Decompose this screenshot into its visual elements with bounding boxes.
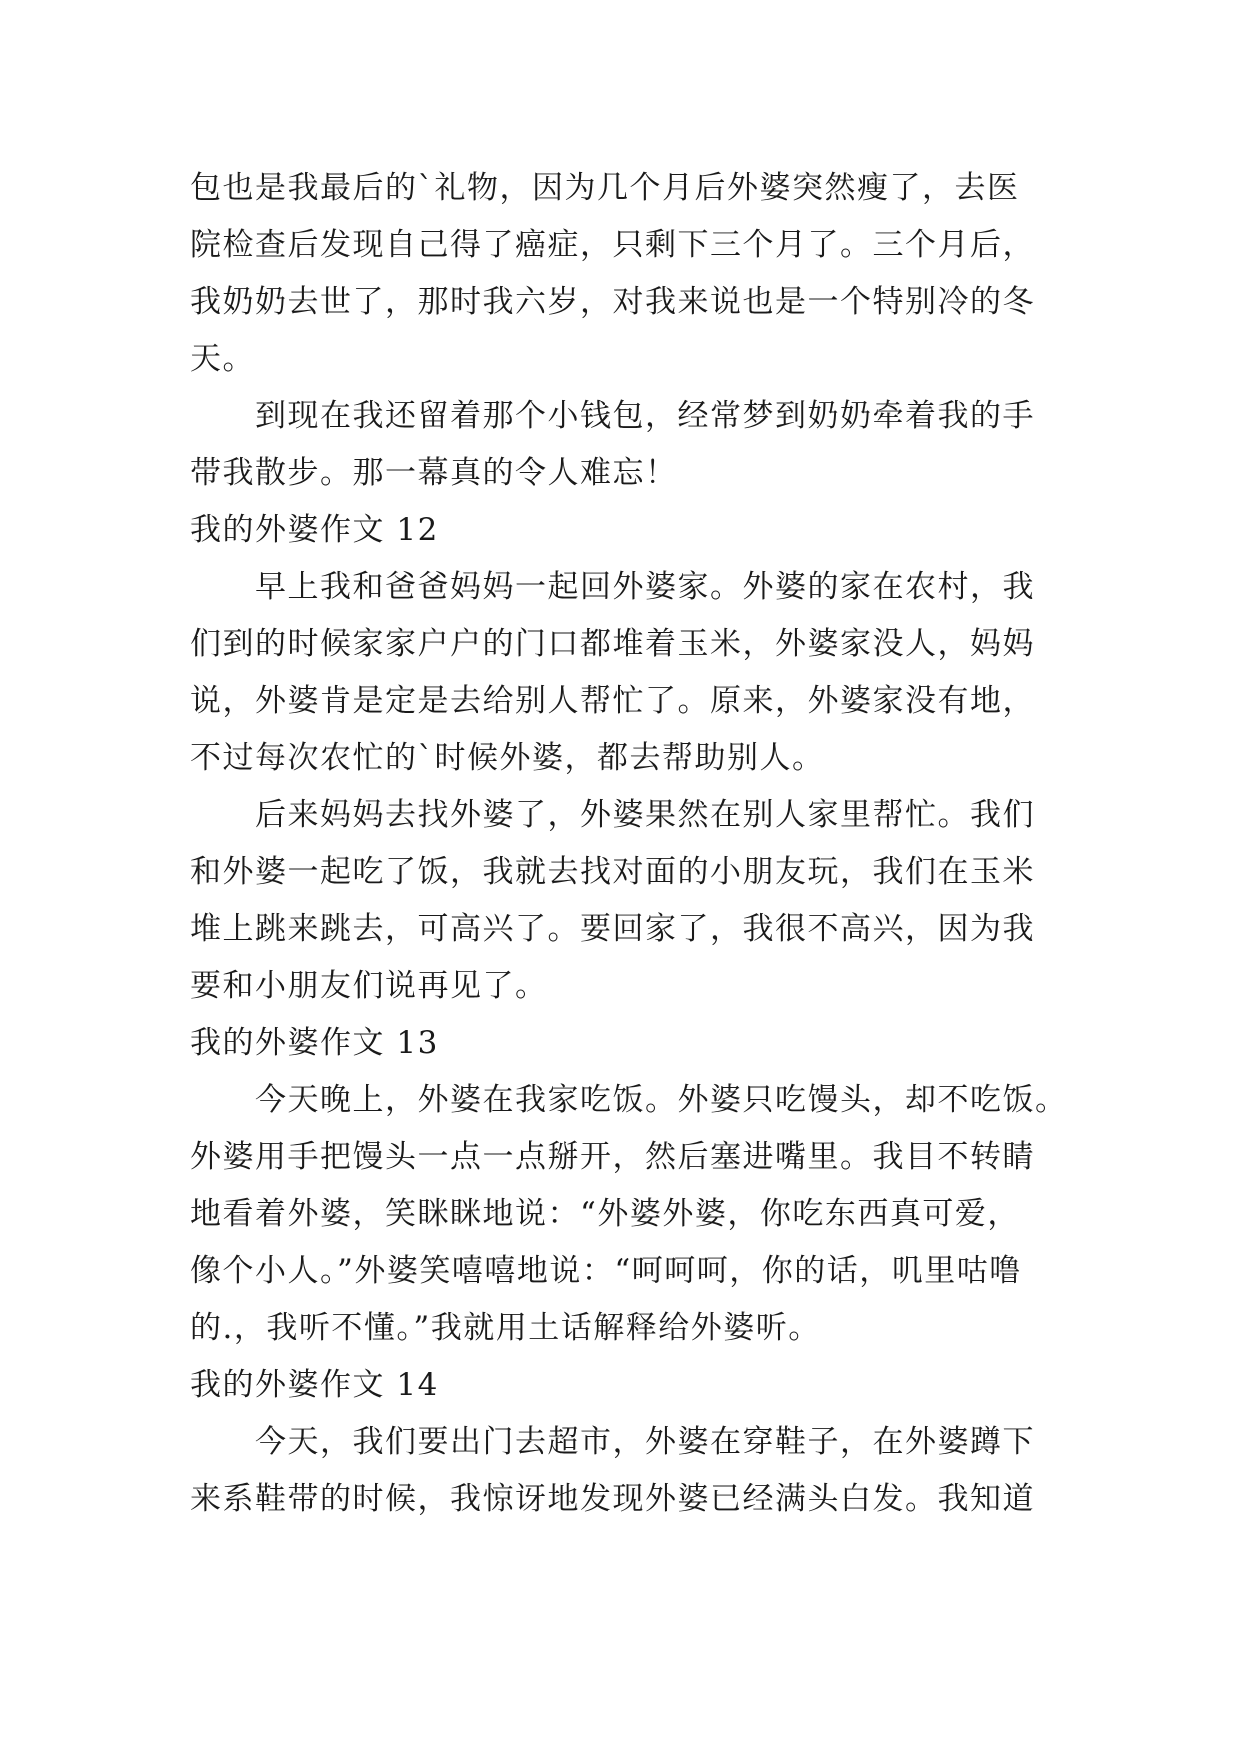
paragraph-first-line: 今天，我们要出门去超市，外婆在穿鞋子，在外婆蹲下 (255, 1424, 1035, 1460)
text-line: 要和小朋友们说再见了。 (190, 968, 548, 1004)
paragraph-first-line: 早上我和爸爸妈妈一起回外婆家。外婆的家在农村，我 (255, 569, 1035, 605)
text-line: 的.，我听不懂。”我就用土话解释给外婆听。 (190, 1310, 821, 1346)
text-line: 来系鞋带的时候，我惊讶地发现外婆已经满头白发。我知道 (190, 1481, 1035, 1517)
paragraph-first-line: 到现在我还留着那个小钱包，经常梦到奶奶牵着我的手 (255, 398, 1035, 434)
text-line: 说，外婆肯是定是去给别人帮忙了。原来，外婆家没有地， (190, 683, 1035, 719)
paragraph-first-line: 今天晚上，外婆在我家吃饭。外婆只吃馒头，却不吃饭。 (255, 1082, 1068, 1118)
text-line: 们到的时候家家户户的门口都堆着玉米，外婆家没人，妈妈 (190, 626, 1035, 662)
text-line: 包也是我最后的`礼物，因为几个月后外婆突然瘦了，去医 (190, 170, 1020, 206)
text-line: 不过每次农忙的`时候外婆，都去帮助别人。 (190, 740, 825, 776)
document-body (190, 160, 1070, 1528)
text-line: 我奶奶去世了，那时我六岁，对我来说也是一个特别冷的冬 (190, 284, 1035, 320)
section-heading: 我的外婆作文 13 (190, 1025, 439, 1061)
text-line: 和外婆一起吃了饭，我就去找对面的小朋友玩，我们在玉米 (190, 854, 1035, 890)
text-line: 堆上跳来跳去，可高兴了。要回家了，我很不高兴，因为我 (190, 911, 1035, 947)
paragraph-first-line: 后来妈妈去找外婆了，外婆果然在别人家里帮忙。我们 (255, 797, 1035, 833)
text-line: 像个小人。”外婆笑嘻嘻地说：“呵呵呵，你的话，叽里咕噜 (190, 1253, 1022, 1289)
text-line: 地看着外婆，笑眯眯地说：“外婆外婆，你吃东西真可爱， (190, 1196, 1020, 1232)
text-line: 天。 (190, 341, 255, 377)
text-line: 带我散步。那一幕真的令人难忘！ (190, 455, 678, 491)
section-heading: 我的外婆作文 14 (190, 1367, 439, 1403)
text-line: 院检查后发现自己得了癌症，只剩下三个月了。三个月后， (190, 227, 1035, 263)
section-heading: 我的外婆作文 12 (190, 512, 439, 548)
text-line: 外婆用手把馒头一点一点掰开，然后塞进嘴里。我目不转睛 (190, 1139, 1035, 1175)
